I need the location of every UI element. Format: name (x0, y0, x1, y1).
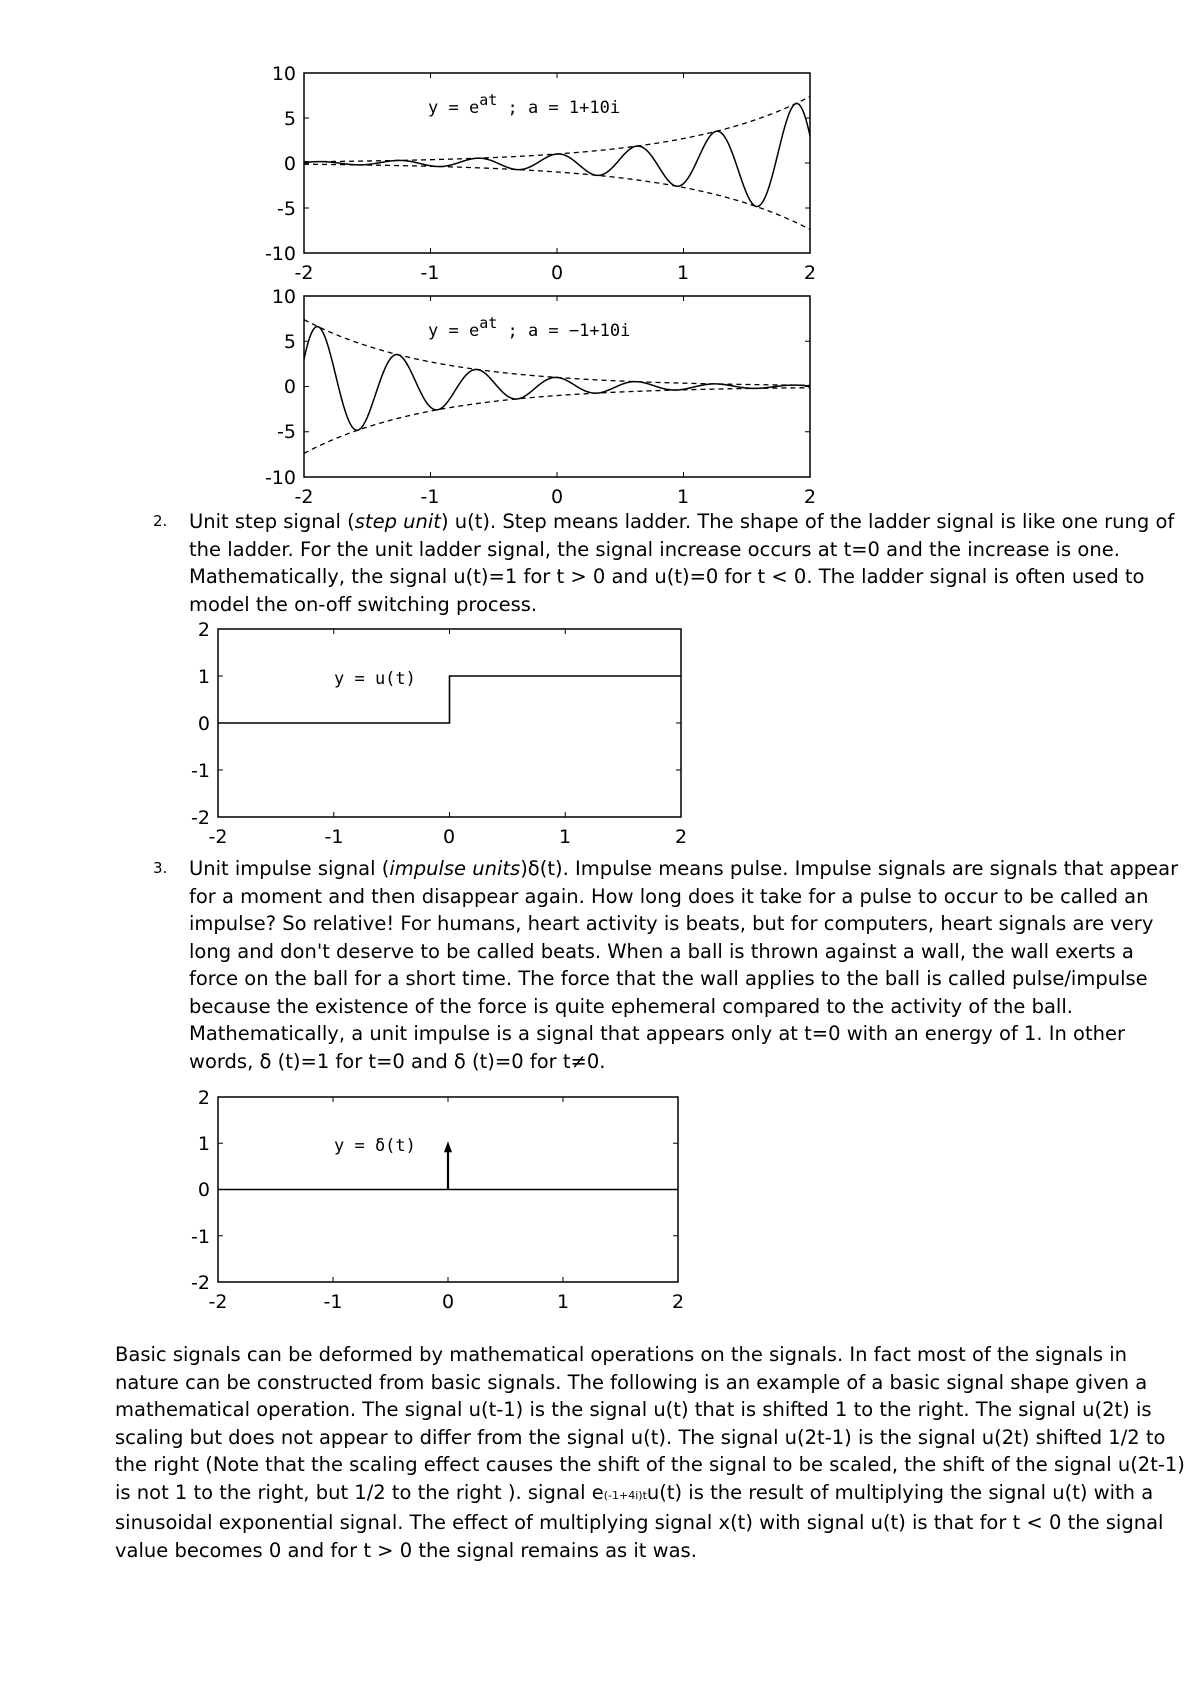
y-tick-label: 0 (197, 1179, 210, 1201)
x-tick-label: -1 (324, 826, 344, 848)
x-tick-label: -2 (208, 1291, 228, 1313)
x-tick-label: 2 (674, 826, 688, 848)
series-group (218, 629, 681, 817)
y-tick-label: 2 (197, 1087, 210, 1109)
y-tick-label: 0 (283, 376, 296, 398)
x-tick-labels (295, 262, 817, 284)
y-tick-label: 5 (283, 331, 296, 353)
unit-step-paragraph (153, 508, 1184, 618)
step-signal-line (218, 676, 681, 723)
x-tick-label: 2 (671, 1291, 685, 1313)
y-tick-labels (265, 286, 296, 489)
x-tick-label: 1 (676, 262, 690, 284)
unit-impulse-plot (191, 1087, 684, 1313)
y-tick-label: -5 (277, 421, 296, 443)
x-tick-label: 0 (550, 262, 564, 284)
item-text: Unit step signal ( (189, 510, 355, 533)
plot-equation-label: y = eat ; a = −1+10i (428, 314, 631, 341)
y-tick-label: 0 (283, 153, 296, 175)
y-tick-label: -2 (191, 1272, 210, 1294)
y-tick-label: -10 (264, 467, 296, 489)
signal-line (304, 103, 810, 206)
closing-text: u(t) is the result of multiplying the signal u(t) with a sinusoidal exponential signal. The effect of multiplying signal x(t) with signal u(t) is that for t < 0 the signal value becomes 0 and for t > 0 the signal remains as it was. (115, 1480, 1164, 1562)
unit-step-plot (191, 619, 687, 848)
plot-equation-label: y = δ(t) (334, 1136, 416, 1156)
y-tick-labels (191, 619, 210, 829)
exp-growing-plot (265, 63, 816, 284)
item-text: )δ(t). Impulse means pulse. Impulse signals are signals that appear for a moment and then disappear again. How long does it take for a pulse to occur to be called an impulse? So relative! For humans, heart activity is beats, but for computers, heart signals are very long and don't deserve to be called beats. When a ball is thrown against a wall, the wall exerts a force on the ball for a short time. The force that the wall applies to the ball is called pulse/impulse because the existence of the force is quite ephemeral compared to the activity of the ball. Mathematically, a unit impulse is a signal that appears only at t=0 with an energy of 1. In other words, δ (t)=1 for t=0 and δ (t)=0 for t≠0. (189, 857, 1179, 1073)
closing-text: Basic signals can be deformed by mathematical operations on the signals. In fact most of the signals in nature can be constructed from basic signals. The following is an example of a basic signal shape given a mathematical operation. The signal u(t-1) is the signal u(t) that is shifted 1 to the right. The signal u(2t) is scaling but does not appear to differ from the signal u(t). The signal u(2t-1) is the signal u(2t) shifted 1/2 to the right (Note that the scaling effect causes the shift of the signal to be scaled, the shift of the signal u(2t-1) is not 1 to the right, but 1/2 to the right ). signal e (115, 1343, 1185, 1504)
y-tick-label: -1 (191, 760, 210, 782)
x-tick-labels (209, 1291, 685, 1313)
y-tick-label: 0 (197, 713, 210, 735)
y-tick-label: 1 (197, 1133, 210, 1155)
y-tick-label: -5 (277, 198, 296, 220)
y-tick-labels (265, 63, 296, 265)
x-tick-labels (295, 486, 817, 508)
y-tick-label: 2 (197, 619, 210, 641)
x-tick-label: -1 (323, 1291, 343, 1313)
signal-line (304, 327, 810, 431)
plot-equation-label: y = eat ; a = 1+10i (428, 91, 621, 118)
item-text: Unit impulse signal ( (189, 857, 390, 880)
y-tick-label: 1 (197, 666, 210, 688)
plot-equation-label: y = u(t) (334, 669, 416, 689)
x-tick-label: -2 (208, 826, 228, 848)
impulse-arrowhead (444, 1141, 452, 1152)
x-tick-label: 1 (676, 486, 690, 508)
series-group (218, 1097, 678, 1282)
closing-paragraph (115, 1341, 1185, 1564)
x-tick-labels (209, 826, 688, 848)
y-tick-label: 10 (271, 286, 296, 308)
x-tick-label: -1 (420, 486, 440, 508)
y-tick-label: -1 (191, 1226, 210, 1248)
item-text: ) u(t). Step means ladder. The shape of the ladder signal is like one rung of the ladder. For the unit ladder signal, the signal increase occurs at t=0 and the increase is one. Mathematically, the signal u(t)=1 for t > 0 and u(t)=0 for t < 0. The ladder signal is often used to model the on-off switching process. (189, 510, 1175, 616)
exponent-subscript: (-1+4i)t (603, 1488, 647, 1502)
x-tick-label: -2 (294, 262, 314, 284)
x-tick-label: 0 (550, 486, 564, 508)
x-tick-label: 0 (441, 1291, 455, 1313)
unit-impulse-paragraph (153, 855, 1184, 1075)
list-number: 2. (153, 512, 168, 530)
y-tick-label: 10 (271, 63, 296, 85)
x-tick-label: 1 (558, 826, 572, 848)
x-tick-label: 2 (803, 486, 817, 508)
x-tick-label: 1 (556, 1291, 570, 1313)
x-tick-label: 0 (442, 826, 456, 848)
exp-decaying-plot (265, 286, 816, 508)
y-tick-label: 5 (283, 108, 296, 130)
lower-envelope-line (304, 164, 810, 229)
lower-envelope-line (304, 388, 810, 454)
italic-term: step unit (354, 510, 441, 533)
y-tick-label: -10 (264, 243, 296, 265)
y-tick-label: -2 (191, 807, 210, 829)
x-tick-label: -1 (420, 262, 440, 284)
x-tick-label: 2 (803, 262, 817, 284)
italic-term: impulse units (389, 857, 521, 880)
list-number: 3. (153, 859, 168, 877)
x-tick-label: -2 (294, 486, 314, 508)
y-tick-labels (191, 1087, 210, 1294)
